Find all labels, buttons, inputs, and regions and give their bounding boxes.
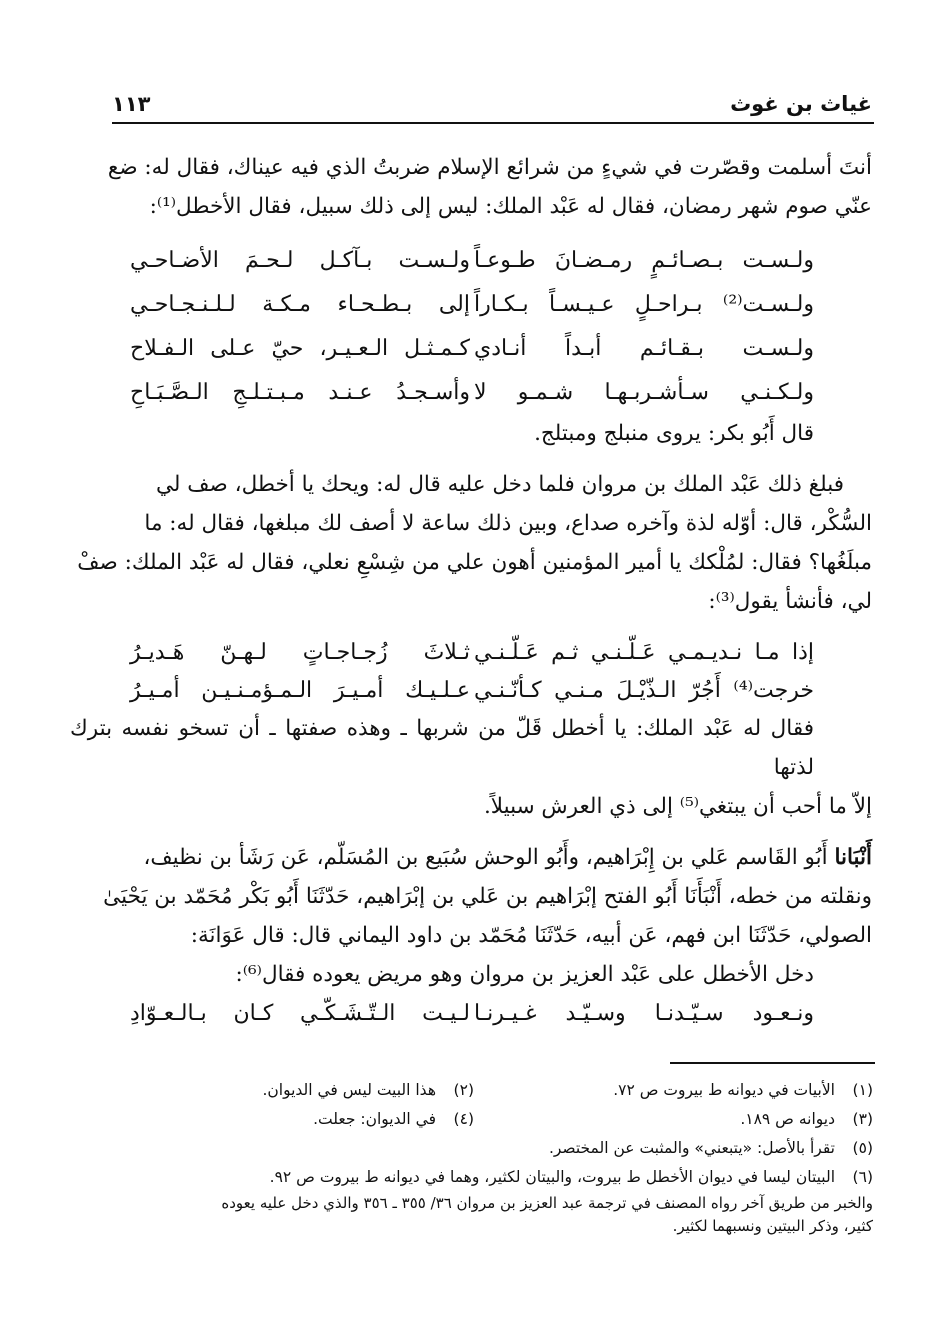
footnote-rule: [670, 1062, 875, 1064]
verse-right-hemistich: ولـسـت⁽²⁾ بـراحـلٍ عـيـسـاً بـكـاراً: [474, 291, 814, 317]
verse-right-hemistich: ولـسـت بـصـائـمٍ رمـضـانَ طـوعـاً: [474, 247, 814, 273]
verse-right-hemistich: ولـسـت بـقـائـم أبـداً أنـادي: [474, 335, 814, 361]
verse-line: [72, 326, 814, 370]
paragraph-line: إلاّ ما أحب أن يبتغي⁽⁵⁾ إلى ذي العرش سبيلاً.: [483, 794, 872, 819]
verse-line: [72, 633, 814, 671]
verse-right-hemistich: ونـعـود سـيّـدنـا وسـيّـد غـيـرنـا: [474, 1000, 814, 1026]
verse-right-hemistich: خرجت⁽⁴⁾ أَجُرّ الـذّيْـلَ مـنـي كـأنّـنـي: [474, 677, 814, 703]
verse-left-hemistich: ثـلاثَ زُجـاجـاتٍ لـهـنّ هَـديـرُ: [130, 639, 470, 665]
verse-group: [70, 994, 872, 1032]
verse-line: [72, 238, 814, 282]
footnote: (٤)في الديوان: جعلت.: [313, 1110, 474, 1128]
verse-left-hemistich: لـيـت الـتّـشَـكّـي كـان بـالـعـوّادِ: [130, 1000, 470, 1026]
running-title: غياث بن غوث: [730, 92, 872, 116]
paragraph-line: عنّي صوم شهر رمضان، فقال له عَبْد الملك: ليس إلى ذلك سبيل، فقال الأخطل⁽¹⁾:: [149, 194, 872, 219]
paragraph-line: ونقلته من خطه، أَنْبَأَنَا أَبُو الفتح إبْرَاهيم بن عَلي بن إبْرَاهيم، حَدّثَنَا أَبُو بَكْر مُحَمّد بن يَحْيَىٰ: [103, 884, 872, 909]
header-rule: [112, 122, 874, 124]
footnote-continuation: والخبر من طريق آخر رواه المصنف في ترجمة عبد العزيز بن مروان ٣٦/ ٣٥٥ ـ ٣٥٦ والذي دخل عليه يعوده: [221, 1194, 873, 1212]
verse-right-hemistich: إذا مـا نـديـمـي عَـلّـنـي ثـم عَـلّـنـي: [474, 639, 814, 665]
verse-group: [70, 238, 872, 414]
paragraph-line: أَنْبَانا أَبُو القَاسم عَلي بن إِبْرَاهيم، وأَبُو الوحش سُبَيع بن المُسَلّم، عَن رَشَأ بن نظيف،: [143, 845, 872, 870]
footnote: (٢)هذا البيت ليس في الديوان.: [262, 1081, 474, 1099]
paragraph-line: أنتَ أسلمت وقصّرت في شيءٍ من شرائع الإسلام ضربتُ الذي فيه عيناك، فقال له: ضع: [107, 155, 872, 180]
footnotes: [75, 1076, 873, 1238]
verse-line: [72, 282, 814, 326]
paragraph-line: لي، فأنشأ يقول⁽³⁾:: [708, 589, 872, 614]
verse-left-hemistich: وأسـجـدُ عـنـد مـبـتـلـجِ الـصَّـبَـاحِ: [130, 379, 470, 405]
page-header: [112, 82, 872, 116]
paragraph-line: مبلَغُها؟ فقال: لمُلْكك يا أمير المؤمنين أهون علي من شِسْعِ نعلي، فقال له عَبْد الملك: صفْ: [77, 550, 872, 575]
paragraph-line: السُّكْر، قال: أوّله لذة وآخره صداع، وبين ذلك ساعة لا أصف لك مبلغها، فقال له: ما: [144, 511, 872, 536]
verse-line: [72, 370, 814, 414]
footnote: (٦)البيتان ليسا في ديوان الأخطل ط بيروت، والبيتان لكثير، وهما في ديوانه ط بيروت ص ٩٢.: [269, 1168, 873, 1186]
verse-line: [72, 671, 814, 709]
verse-left-hemistich: إلى بـطـحـاء مـكـة لـلـنـجـاحـي: [130, 291, 470, 317]
isnad-lead: أَنْبَانا: [834, 845, 872, 870]
page-number: ١١٣: [112, 92, 151, 116]
verse-group: [70, 633, 872, 709]
verse-right-hemistich: ولـكـنـي سـأشـربـهـا شـمـو لا: [474, 379, 814, 405]
footnote: (١)الأبيات في ديوانه ط بيروت ص ٧٢.: [613, 1081, 873, 1099]
verse-left-hemistich: ولـسـت بـآكـل لـحـمَ الأضـاحـي: [130, 247, 470, 273]
paragraph-line: فبلغ ذلك عَبْد الملك بن مروان فلما دخل عليه قال له: ويحك يا أخطل، صف لي: [155, 472, 844, 497]
paragraph-line: فقال له عَبْد الملك: يا أخطل قَلّ من شربها ـ وهذه صفتها ـ أن تسخو نفسه بترك لذتها: [70, 716, 814, 780]
footnote: (٣)ديوانه ص ١٨٩.: [740, 1110, 873, 1128]
main-text: [70, 148, 872, 1032]
verse-left-hemistich: عـلـيـك أمـيـرَ الـمـؤمـنـيـن أمـيـرُ: [130, 677, 470, 703]
paragraph-line: الصولي، حَدّثَنَا ابن فهم، عَن أبيه، حَدّثَنَا مُحَمّد بن داود اليماني قال: قال عَوَانَة:: [190, 923, 872, 948]
verse-line: [72, 994, 814, 1032]
editor-note: قال أَبُو بكر: يروى منبلج ومبتلج.: [534, 421, 814, 446]
footnote: (٥)تقرأ بالأصل: «يتبعني» والمثبت عن المختصر.: [548, 1139, 873, 1157]
verse-left-hemistich: كـمـثـل الـعـيـر، حيّ عـلى الـفـلاح: [130, 335, 470, 361]
footnote-continuation: كثير، وذكر البيتين ونسبهما لكثير.: [672, 1217, 873, 1235]
paragraph-line: دخل الأخطل على عَبْد العزيز بن مروان وهو مريض يعوده فقال⁽⁶⁾:: [235, 962, 814, 987]
